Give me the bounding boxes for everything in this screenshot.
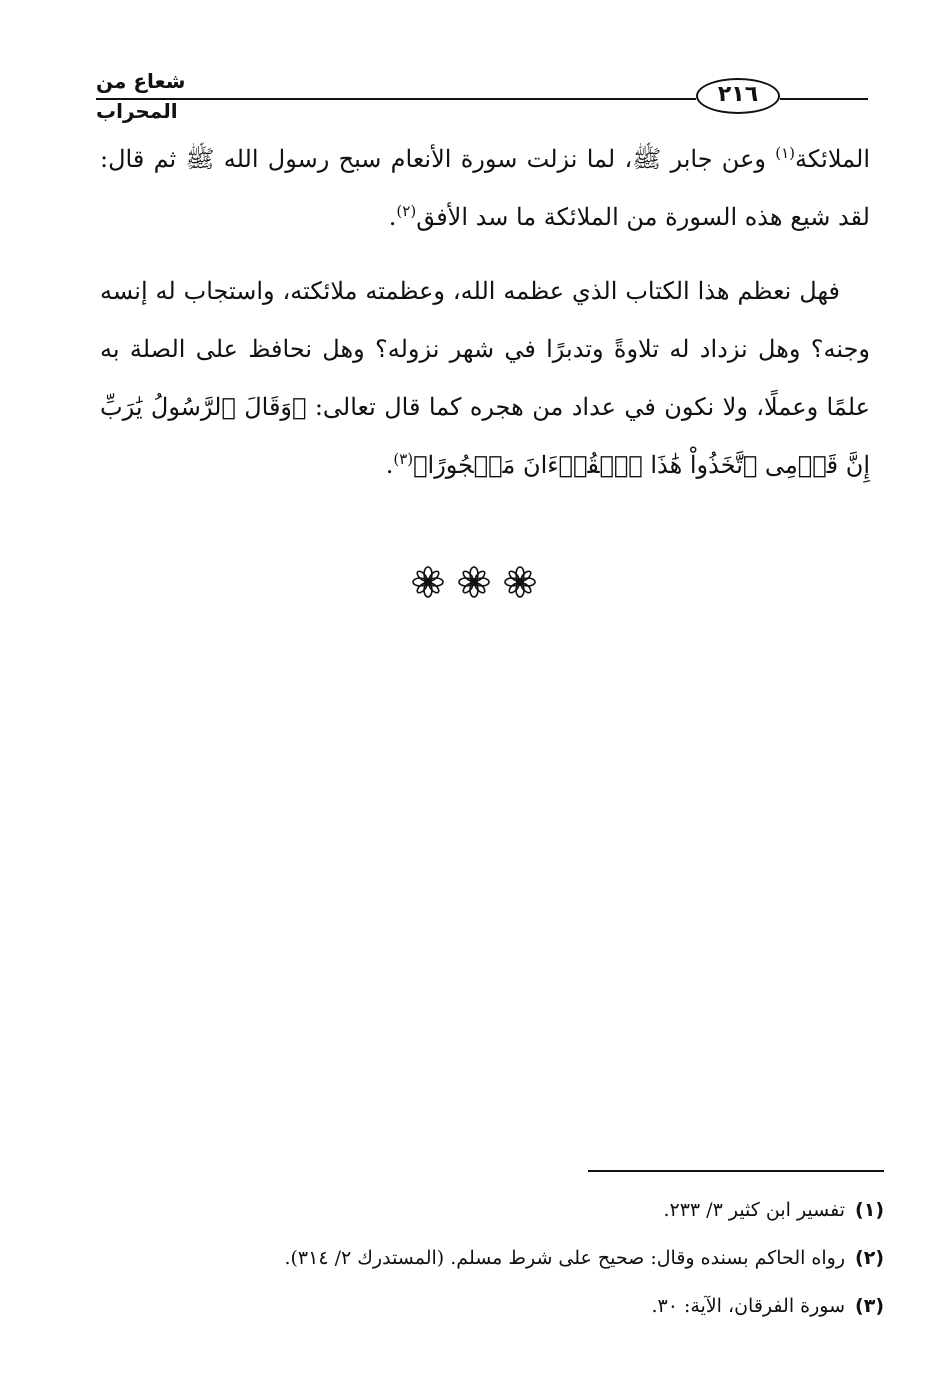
footnote-text: رواه الحاكم بسنده وقال: صحيح على شرط مسلم. (المستدرك ٢/ ٣١٤).	[284, 1247, 846, 1269]
paragraph-2	[100, 262, 870, 494]
footnote-ref: (١)	[775, 144, 796, 162]
section-ornament	[412, 566, 536, 598]
footnote-number: (١)	[855, 1199, 884, 1221]
footnote-item	[100, 1234, 884, 1282]
flower-ornament-icon	[504, 566, 536, 598]
header-rule	[780, 98, 868, 100]
paragraph-text: .	[388, 203, 397, 231]
footnote-separator	[588, 1170, 884, 1172]
page-number: ٢١٦	[696, 78, 780, 114]
footnote-item	[100, 1186, 884, 1234]
paragraph-text: .	[385, 451, 394, 479]
paragraph-text: وعن جابر ﷺ، لما نزلت سورة الأنعام سبح رسول الله ﷺ ثم قال: لقد شيع هذه السورة من الملائكة ما سد الأفق	[100, 145, 870, 231]
footnotes	[100, 1186, 884, 1330]
paragraph-1	[100, 130, 870, 246]
footnote-ref: (٢)	[396, 202, 417, 220]
footnote-number: (٢)	[855, 1247, 884, 1269]
header-rule	[96, 98, 696, 100]
flower-ornament-icon	[458, 566, 490, 598]
paragraph-text: فهل نعظم هذا الكتاب الذي عظمه الله، وعظمته ملائكته، واستجاب له إنسه وجنه؟ وهل نزداد له تلاوةً وتدبرًا في شهر نزوله؟ وهل نحافظ على الصلة به علمًا وعملًا، ولا نكون في عداد من هجره كما قال تعالى:	[100, 277, 871, 421]
footnote-text: تفسير ابن كثير ٣/ ٢٣٣.	[663, 1199, 846, 1221]
footnote-number: (٣)	[855, 1295, 884, 1317]
footnote-item	[100, 1282, 884, 1330]
paragraph-text: الملائكة	[795, 145, 871, 173]
running-header-title: شعاع من المحراب	[96, 69, 186, 123]
quran-verse: ﴿وَقَالَ ٱلرَّسُولُ يَٰرَبِّ إِنَّ قَوۡمِى ٱتَّخَذُواْ هَٰذَا ٱلۡقُرۡءَانَ مَهۡجُورًا﴾	[100, 393, 870, 479]
footnote-text: سورة الفرقان، الآية: ٣٠.	[651, 1295, 846, 1317]
footnote-ref: (٣)	[393, 450, 414, 468]
flower-ornament-icon	[412, 566, 444, 598]
